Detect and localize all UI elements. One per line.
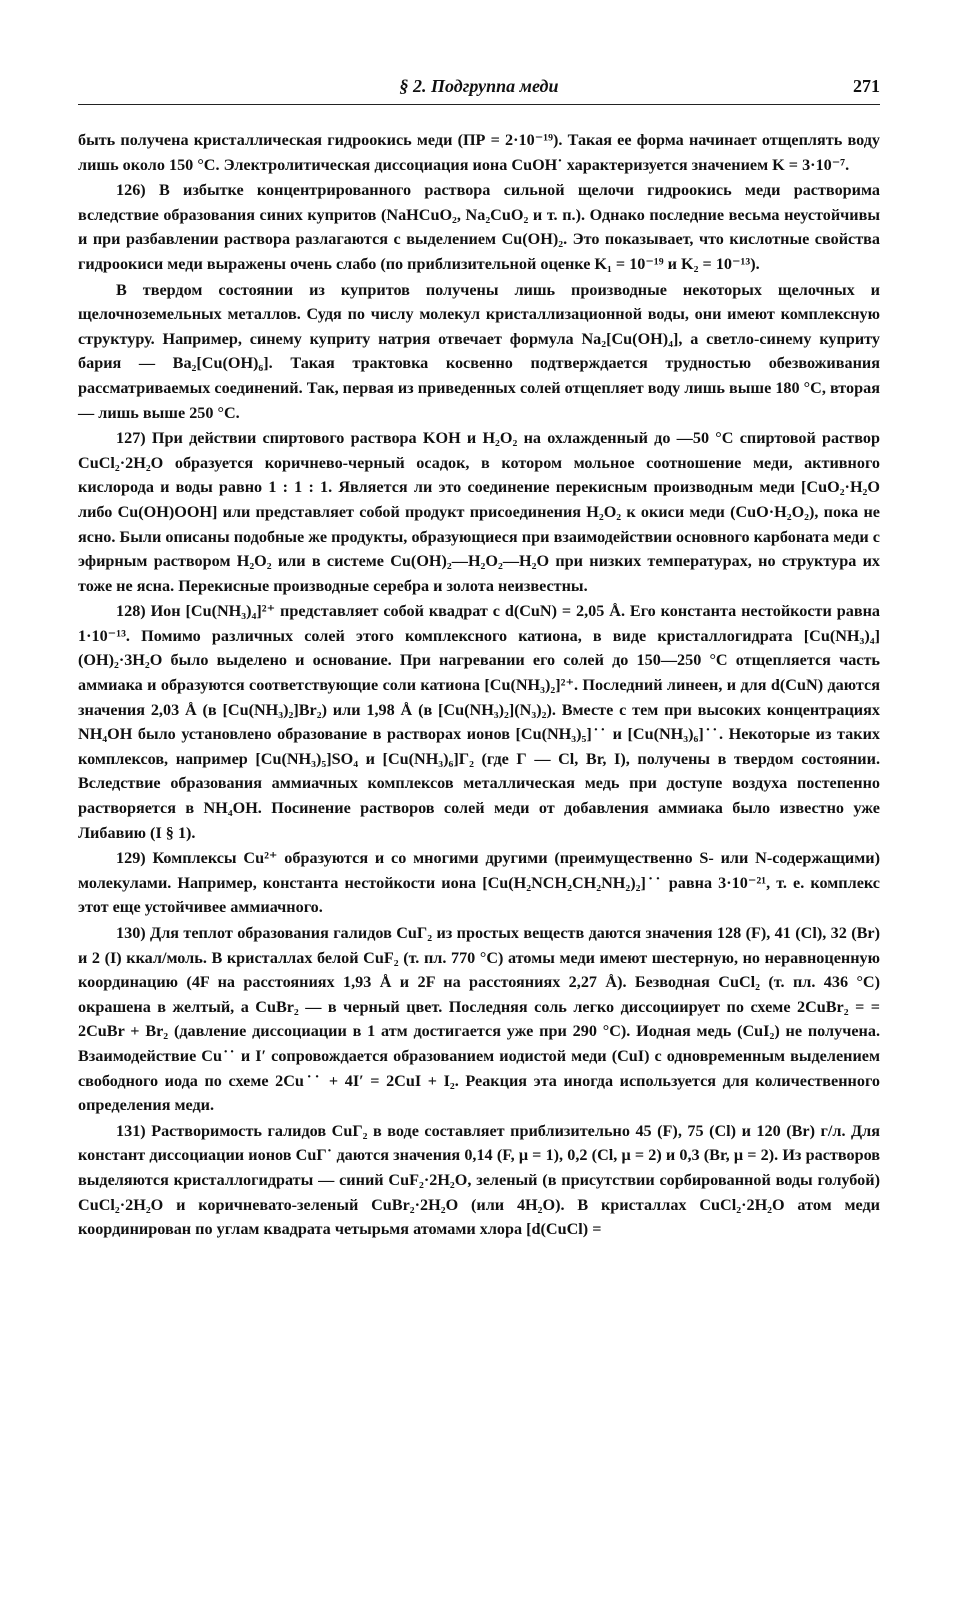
section-title: § 2. Подгруппа меди [399, 76, 559, 96]
paragraph-126-cont: В твердом состоянии из купритов получены лишь производные некоторых щелочных и щелочноземельных металлов. Судя по числу молекул кристаллизационной воды, они имеют комплексную структуру. Например, синему куприту натрия отвечает формула Na₂[Cu(OH)₄], а светло-синему куприту бария — Ba₂[Cu(OH)₆]. Такая трактовка косвенно подтверждается трудностью обезвоживания рассматриваемых соединений. Так, первая из приведенных солей отщепляет воду лишь выше 180 °С, вторая — лишь выше 250 °С. [78, 280, 880, 422]
paragraph-continuation: быть получена кристаллическая гидроокись меди (ПР = 2·10⁻¹⁹). Такая ее форма начинает отщеплять воду лишь около 150 °С. Электролитическая диссоциация иона CuOH˙ характеризуется значением K = 3·10⁻⁷. [78, 131, 880, 174]
paragraph-126: 126) В избытке концентрированного раствора сильной щелочи гидроокись меди растворима вследствие образования синих купритов (NaHCuO₂, Na₂CuO₂ и т. п.). Однако последние весьма неустойчивы и при разбавлении раствора разлагаются с выделением Cu(OH)₂. Это показывает, что кислотные свойства гидроокиси меди выражены очень слабо (по приблизительной оценке K₁ = 10⁻¹⁹ и K₂ = 10⁻¹³). [78, 181, 880, 273]
paragraph-130: 130) Для теплот образования галидов CuГ₂ из простых веществ даются значения 128 (F), 41 (Cl), 32 (Br) и 2 (I) ккал/моль. В кристаллах белой CuF₂ (т. пл. 770 °С) атомы меди имеют шестерную, но неравноценную координацию (4F на расстояниях 1,93 Å и 2F на расстояниях 2,27 Å). Безводная CuCl₂ (т. пл. 436 °С) окрашена в желтый, а CuBr₂ — в черный цвет. Последняя соль легко диссоциирует по схеме 2CuBr₂ = = 2CuBr + Br₂ (давление диссоциации в 1 атм достигается уже при 290 °С). Иодная медь (CuI₂) не получена. Взаимодействие Cu˙˙ и I′ сопровождается образованием иодистой меди (CuI) с одновременным выделением свободного иода по схеме 2Cu˙˙ + 4I′ = 2CuI + I₂. Реакция эта иногда используется для количественного определения меди. [78, 924, 880, 1115]
running-header [78, 74, 880, 105]
page-body [78, 128, 880, 1243]
page-number: 271 [853, 76, 880, 96]
paragraph-127: 127) При действии спиртового раствора KOH и H₂O₂ на охлажденный до —50 °С спиртовой раствор CuCl₂·2H₂O образуется коричнево-черный осадок, в котором мольное соотношение меди, активного кислорода и воды равно 1 : 1 : 1. Является ли это соединение перекисным производным меди [CuO₂·H₂O либо Cu(OH)OOH] или представляет собой продукт присоединения H₂O₂ к окиси меди (CuO·H₂O₂), пока не ясно. Были описаны подобные же продукты, образующиеся при взаимодействии основного карбоната меди с эфирным раствором H₂O₂ или в системе Cu(OH)₂—H₂O₂—H₂O при низких температурах, но структура их тоже не ясна. Перекисные производные серебра и золота неизвестны. [78, 429, 880, 595]
paragraph-131: 131) Растворимость галидов CuГ₂ в воде составляет приблизительно 45 (F), 75 (Cl) и 120 (Br) г/л. Для констант диссоциации ионов CuГ˙ даются значения 0,14 (F, μ = 1), 0,2 (Cl, μ = 2) и 0,3 (Br, μ = 2). Из растворов выделяются кристаллогидраты — синий CuF₂·2H₂O, зеленый (в присутствии сорбированной воды голубой) CuCl₂·2H₂O и коричневато-зеленый CuBr₂·2H₂O (или 4H₂O). В кристаллах CuCl₂·2H₂O атом меди координирован по углам квадрата четырьмя атомами хлора [d(CuCl) = [78, 1121, 880, 1239]
paragraph-128: 128) Ион [Cu(NH₃)₄]²⁺ представляет собой квадрат с d(CuN) = 2,05 Å. Его константа нестойкости равна 1·10⁻¹³. Помимо различных солей этого комплексного катиона, в виде кристаллогидрата [Cu(NH₃)₄](OH)₂·3H₂O было выделено и основание. При нагревании его солей до 150—250 °С отщепляется часть аммиака и образуются соответствующие соли катиона [Cu(NH₃)₂]²⁺. Последний линеен, и для d(CuN) даются значения 2,03 Å (в [Cu(NH₃)₂]Br₂) или 1,98 Å (в [Cu(NH₃)₂](N₃)₂). Вместе с тем при высоких концентрациях NH₄OH было установлено образование в растворах ионов [Cu(NH₃)₅]˙˙ и [Cu(NH₃)₆]˙˙. Некоторые из таких комплексов, например [Cu(NH₃)₅]SO₄ и [Cu(NH₃)₆]Г₂ (где Г — Cl, Br, I), получены в твердом состоянии. Вследствие образования аммиачных комплексов металлическая медь при доступе воздуха постепенно растворяется в NH₄OH. Посинение растворов солей меди от добавления аммиака было известно уже Либавию (I § 1). [78, 602, 880, 842]
paragraph-129: 129) Комплексы Cu²⁺ образуются и со многими другими (преимущественно S- или N-содержащими) молекулами. Например, константа нестойкости иона [Cu(H₂NCH₂CH₂NH₂)₂]˙˙ равна 3·10⁻²¹, т. е. комплекс этот еще устойчивее аммиачного. [78, 849, 880, 917]
